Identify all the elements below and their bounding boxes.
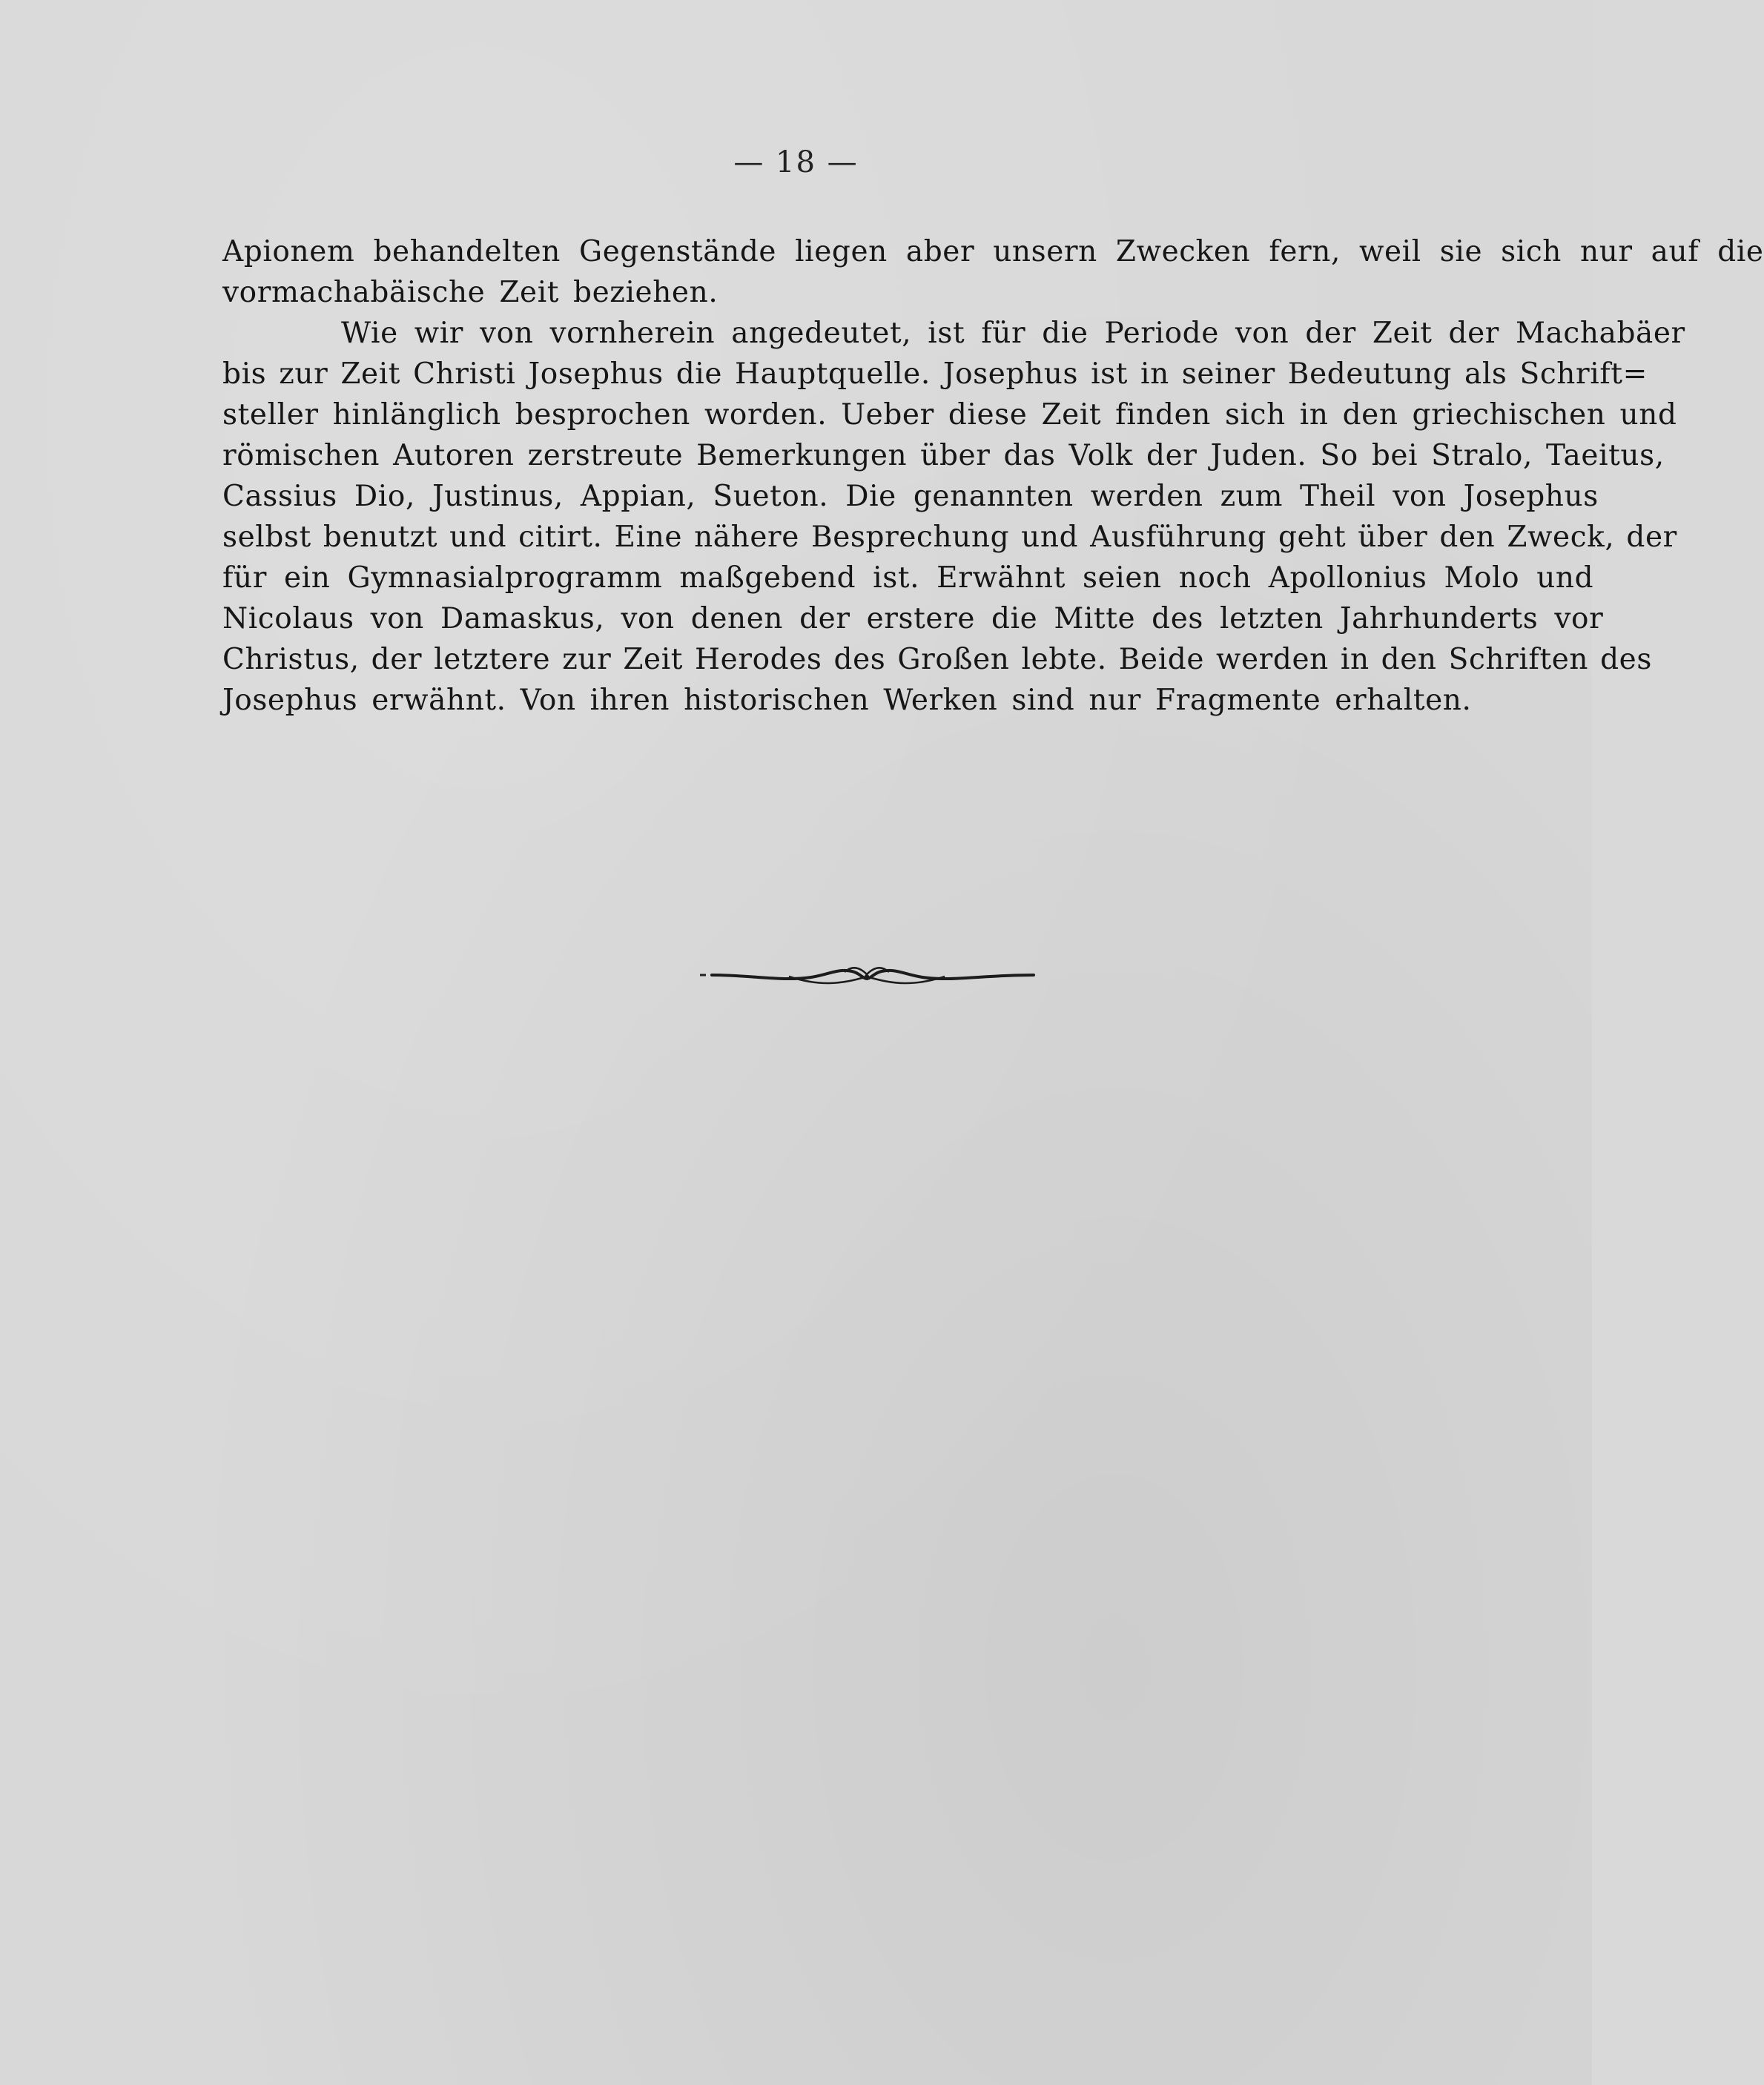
text-line: Apionem behandelten Gegenstände liegen aber unsern Zwecken fern, weil sie sich nur auf die [222, 235, 1764, 268]
text-line: Wie wir von vornherein angedeutet, ist für die Periode von der Zeit der Machabäer [341, 317, 1685, 350]
page-number: — 18 — [733, 145, 859, 179]
text-line: für ein Gymnasialprogramm maßgebend ist. Erwähnt seien noch Apollonius Molo und [222, 561, 1594, 595]
text-line: Christus, der letztere zur Zeit Herodes des Großen lebte. Beide werden in den Schriften des [222, 643, 1652, 676]
text-line: Josephus erwähnt. Von ihren historischen Werken sind nur Fragmente erhalten. [222, 684, 1472, 717]
text-line: Nicolaus von Damaskus, von denen der erstere die Mitte des letzten Jahrhunderts vor [222, 602, 1604, 635]
body-text [222, 231, 1764, 721]
text-line: bis zur Zeit Christi Josephus die Hauptquelle. Josephus ist in seiner Bedeutung als Schrift= [222, 357, 1648, 391]
text-line: Cassius Dio, Justinus, Appian, Sueton. Die genannten werden zum Theil von Josephus [222, 480, 1599, 513]
text-line: selbst benutzt und citirt. Eine nähere Besprechung und Ausführung geht über den Zweck, der [222, 521, 1677, 554]
text-line: vormachabäische Zeit beziehen. [222, 276, 719, 309]
decorative-flourish-icon [700, 956, 1034, 994]
text-line: steller hinlänglich besprochen worden. Ueber diese Zeit finden sich in den griechischen und [222, 398, 1677, 432]
text-line: römischen Autoren zerstreute Bemerkungen über das Volk der Juden. So bei Stralo, Taeitus, [222, 439, 1665, 472]
